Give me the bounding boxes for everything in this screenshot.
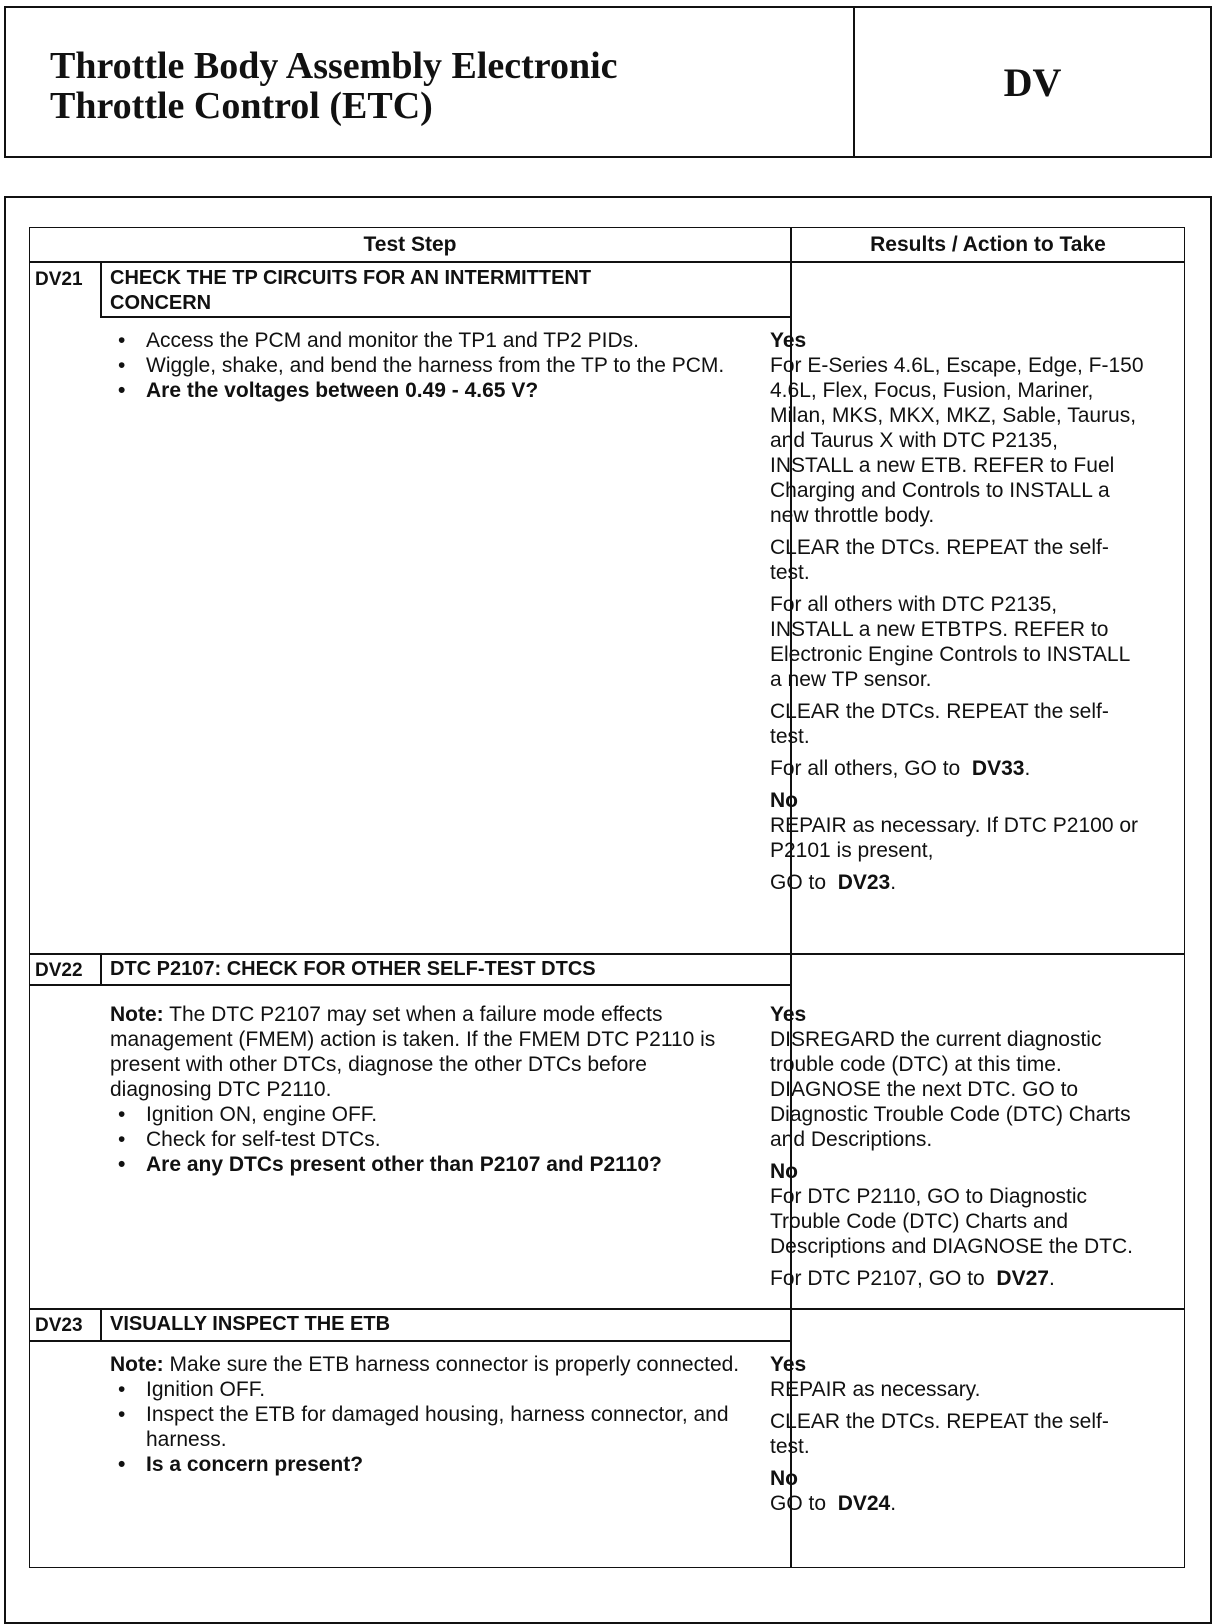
list-item: • Ignition ON, engine OFF. bbox=[110, 1102, 750, 1127]
no-label: No bbox=[770, 1160, 798, 1183]
result-goto: GO to DV23. bbox=[770, 871, 897, 894]
title-line-1: Throttle Body Assembly Electronic bbox=[50, 45, 618, 87]
goto-link-dv33[interactable]: DV33 bbox=[971, 757, 1025, 780]
result-text: For DTC P2110, GO to Diagnostic Trouble Code (DTC) Charts and Descriptions and DIAGNOSE the DTC. bbox=[770, 1185, 1133, 1258]
result-text: For all others with DTC P2135, INSTALL a new ETBTPS. REFER to Electronic Engine Controls to INSTALL a new TP sensor. bbox=[770, 593, 1130, 691]
yes-label: Yes bbox=[770, 1353, 807, 1376]
goto-prefix: GO to bbox=[770, 1492, 827, 1515]
note-label: Note: bbox=[110, 1003, 164, 1026]
goto-prefix: GO to bbox=[770, 871, 827, 894]
step-id-dv21: DV21 bbox=[35, 269, 83, 290]
step-title-dv23: VISUALLY INSPECT THE ETB bbox=[110, 1313, 391, 1335]
step-body-dv23 bbox=[110, 1352, 750, 1477]
no-label: No bbox=[770, 1467, 798, 1490]
note-text: Make sure the ETB harness connector is properly connected. bbox=[169, 1353, 740, 1376]
note-text: The DTC P2107 may set when a failure mode effects management (FMEM) action is taken. If the FMEM DTC P2110 is present with other DTCs, diagnose the other DTCs before diagnosing DTC P2110. bbox=[110, 1003, 716, 1101]
row-rule-dv22 bbox=[30, 953, 1184, 955]
step-title-dv21-line2: CONCERN bbox=[110, 292, 212, 314]
result-text: CLEAR the DTCs. REPEAT the self-test. bbox=[770, 1410, 1109, 1458]
result-goto: For all others, GO to DV33. bbox=[770, 757, 1031, 780]
step-title-dv21-line1: CHECK THE TP CIRCUITS FOR AN INTERMITTENT bbox=[110, 267, 592, 289]
section-code: DV bbox=[1003, 59, 1062, 105]
result-goto: GO to DV24. bbox=[770, 1492, 897, 1515]
step-body-dv22 bbox=[110, 1002, 750, 1177]
page-title bbox=[50, 46, 618, 126]
goto-link-dv24[interactable]: DV24 bbox=[837, 1492, 891, 1515]
step-title-dv22: DTC P2107: CHECK FOR OTHER SELF-TEST DTCS bbox=[110, 958, 596, 980]
result-text: DISREGARD the current diagnostic trouble code (DTC) at this time. DIAGNOSE the next DTC. GO to Diagnostic Trouble Code (DTC) Charts and Descriptions. bbox=[770, 1028, 1131, 1151]
result-goto: For DTC P2107, GO to DV27. bbox=[770, 1267, 1055, 1290]
goto-link-dv23[interactable]: DV23 bbox=[837, 871, 891, 894]
title-rule-dv22 bbox=[30, 984, 790, 986]
list-item: • Access the PCM and monitor the TP1 and TP2 PIDs. bbox=[110, 328, 750, 353]
list-item: • Ignition OFF. bbox=[110, 1377, 750, 1402]
id-divider-dv23 bbox=[100, 1308, 102, 1341]
goto-prefix: For all others, GO to bbox=[770, 757, 961, 780]
list-item: • Wiggle, shake, and bend the harness from the TP to the PCM. bbox=[110, 353, 750, 378]
goto-prefix: For DTC P2107, GO to bbox=[770, 1267, 985, 1290]
title-line-2: Throttle Control (ETC) bbox=[50, 85, 433, 127]
step-body-dv21 bbox=[110, 328, 750, 403]
step-id-dv23: DV23 bbox=[35, 1315, 83, 1336]
list-item: • Check for self-test DTCs. bbox=[110, 1127, 750, 1152]
title-rule-dv23 bbox=[30, 1340, 790, 1342]
results-dv23 bbox=[770, 1352, 1145, 1523]
id-divider-dv22 bbox=[100, 953, 102, 985]
results-dv21 bbox=[770, 328, 1145, 902]
goto-link-dv27[interactable]: DV27 bbox=[996, 1267, 1049, 1290]
result-text: REPAIR as necessary. bbox=[770, 1378, 981, 1401]
id-divider-dv21 bbox=[100, 261, 102, 317]
results-dv22 bbox=[770, 1002, 1145, 1298]
step-question-dv23: • Is a concern present? bbox=[110, 1452, 750, 1477]
result-text: For E-Series 4.6L, Escape, Edge, F-150 4.6L, Flex, Focus, Fusion, Mariner, Milan, MKS, MKX, MKZ, Sable, Taurus, and Taurus X with DTC P2135, INSTALL a new ETB. REFER to Fuel Charging and Controls to INSTALL a new throttle body. bbox=[770, 354, 1144, 527]
step-id-dv22: DV22 bbox=[35, 960, 83, 981]
result-text: REPAIR as necessary. If DTC P2100 or P2101 is present, bbox=[770, 814, 1139, 862]
step-question-dv21: • Are the voltages between 0.49 - 4.65 V? bbox=[110, 378, 750, 403]
note-label: Note: bbox=[110, 1353, 164, 1376]
list-item: • Inspect the ETB for damaged housing, harness connector, and harness. bbox=[110, 1402, 750, 1452]
note bbox=[110, 1002, 750, 1102]
page-header bbox=[4, 6, 1212, 158]
result-text: CLEAR the DTCs. REPEAT the self-test. bbox=[770, 700, 1109, 748]
step-title-dv21 bbox=[110, 266, 591, 316]
yes-label: Yes bbox=[770, 1003, 807, 1026]
col-header-results: Results / Action to Take bbox=[870, 232, 1106, 256]
row-rule-dv23 bbox=[30, 1308, 1184, 1310]
result-text: CLEAR the DTCs. REPEAT the self-test. bbox=[770, 536, 1109, 584]
note bbox=[110, 1352, 750, 1377]
yes-label: Yes bbox=[770, 329, 807, 352]
header-rule bbox=[30, 261, 1184, 263]
step-question-dv22: • Are any DTCs present other than P2107 and P2110? bbox=[110, 1152, 750, 1177]
no-label: No bbox=[770, 789, 798, 812]
title-rule-dv21 bbox=[100, 316, 790, 318]
col-header-test-step: Test Step bbox=[363, 232, 457, 256]
